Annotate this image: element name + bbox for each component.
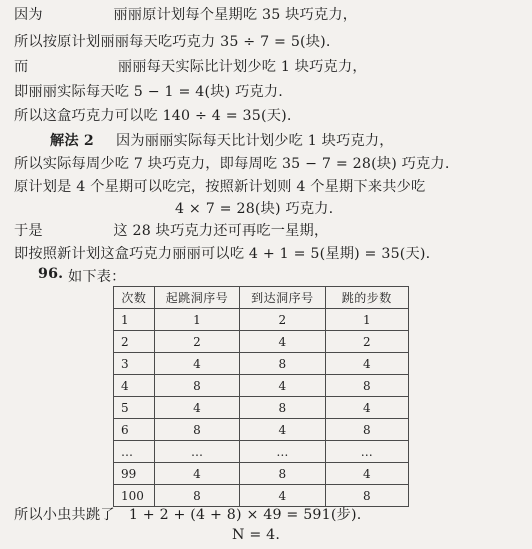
table-cell: 2 [154,331,239,353]
table-cell: 5 [114,397,155,419]
table-cell: 4 [154,353,239,375]
table-cell: 4 [240,375,325,397]
total-steps-line: 所以小虫共跳了 1 + 2 + (4 + 8) × 49 = 591(步). [14,507,362,523]
table-row [114,397,409,419]
table-cell: 4 [240,485,325,507]
table-cell: 1 [154,309,239,331]
table-row [114,419,409,441]
text-line-7: 所以实际每周少吃 7 块巧克力，即每周吃 35 − 7 = 28(块) 巧克力. [14,156,450,172]
table-cell: 8 [240,353,325,375]
table-cell: 8 [325,485,408,507]
table-cell: 8 [154,485,239,507]
table-cell: 4 [154,463,239,485]
header-end-hole: 到达洞序号 [240,287,325,309]
table-cell: 4 [325,353,408,375]
table-row [114,353,409,375]
table-cell: … [154,441,239,463]
text-line-1: 因为 丽丽原计划每个星期吃 35 块巧克力， [14,7,358,23]
answer-n-line: N = 4. [232,527,281,543]
problem-96-intro: 如下表： [68,269,126,285]
text-line-10: 于是 这 28 块巧克力还可再吃一星期， [14,223,329,239]
jump-table [113,286,409,507]
table-cell: 8 [325,375,408,397]
table-cell: 4 [325,397,408,419]
table-cell: … [240,441,325,463]
text-line-11: 即按照新计划这盒巧克力丽丽可以吃 4 + 1 = 5(星期) = 35(天). [14,246,431,262]
table-cell: 1 [325,309,408,331]
method-2-heading: 解法 2 [50,133,94,149]
table-cell: … [325,441,408,463]
table-cell: 8 [154,375,239,397]
table-cell: 2 [114,331,155,353]
table-cell: 3 [114,353,155,375]
table-cell: 8 [240,397,325,419]
text-line-6: 因为丽丽实际每天比计划少吃 1 块巧克力， [116,133,394,149]
table-header-row [114,287,409,309]
table-row [114,331,409,353]
table-cell: 8 [240,463,325,485]
table-cell: 8 [325,419,408,441]
table-cell: 2 [325,331,408,353]
header-count: 次数 [114,287,155,309]
table-cell: 2 [240,309,325,331]
table-row [114,375,409,397]
table-cell: 4 [325,463,408,485]
table-cell: 4 [240,331,325,353]
table-cell: 6 [114,419,155,441]
table-row [114,463,409,485]
text-line-8: 原计划是 4 个星期可以吃完，按照新计划则 4 个星期下来共少吃 [14,179,426,195]
problem-96-number: 96. [38,266,64,282]
table-cell: 4 [154,397,239,419]
table-cell: 4 [240,419,325,441]
table-cell: 1 [114,309,155,331]
text-line-3: 而 丽丽每天实际比计划少吃 1 块巧克力， [14,59,367,75]
table-row [114,309,409,331]
text-line-4: 即丽丽实际每天吃 5 − 1 = 4(块) 巧克力. [14,84,283,100]
text-line-2: 所以按原计划丽丽每天吃巧克力 35 ÷ 7 = 5(块). [14,34,331,50]
table-cell: 8 [154,419,239,441]
table-cell: 4 [114,375,155,397]
text-line-5: 所以这盒巧克力可以吃 140 ÷ 4 = 35(天). [14,108,292,124]
table-cell: 99 [114,463,155,485]
table-row [114,441,409,463]
text-line-9: 4 × 7 = 28(块) 巧克力. [175,201,334,217]
table-cell: 100 [114,485,155,507]
table-cell: … [114,441,155,463]
header-steps: 跳的步数 [325,287,408,309]
header-start-hole: 起跳洞序号 [154,287,239,309]
